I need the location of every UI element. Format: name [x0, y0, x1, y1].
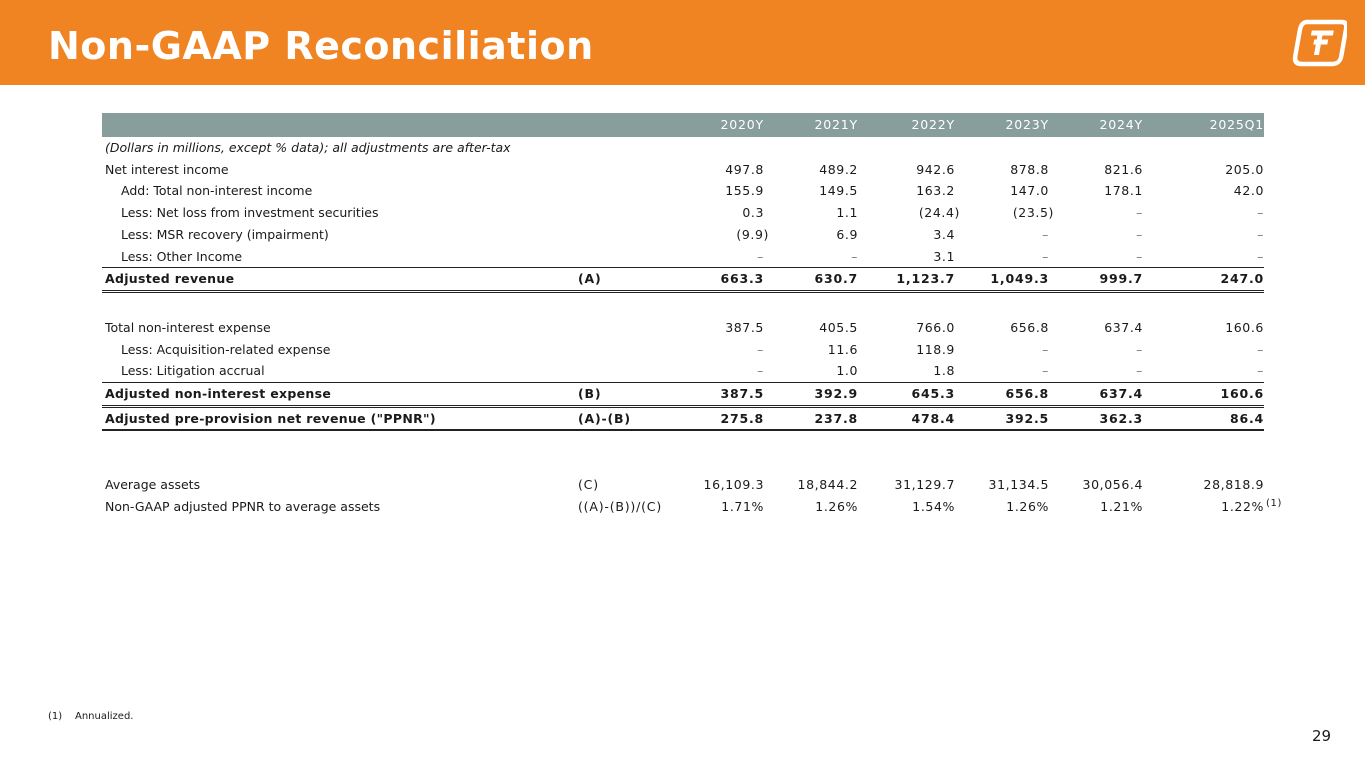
- table-row: [102, 180, 1264, 202]
- cell-value: –: [757, 341, 764, 357]
- cell-value: 637.4: [1104, 319, 1143, 335]
- cell-value: 178.1: [1104, 183, 1143, 199]
- header-bar: [0, 0, 1365, 85]
- cell-value: 656.8: [1010, 319, 1049, 335]
- cell-value: 999.7: [1049, 268, 1143, 292]
- table-row: [102, 360, 1264, 382]
- row-label: Less: MSR recovery (impairment): [121, 226, 329, 242]
- cell-value: 387.5: [662, 383, 764, 407]
- reconciliation-table: [102, 113, 1282, 518]
- cell-value: 656.8: [955, 383, 1049, 407]
- row-reference: ((A)-(B))/(C): [578, 499, 662, 515]
- cell-value: –: [757, 363, 764, 379]
- cell-value: 205.0: [1225, 161, 1264, 177]
- cell-value: 18,844.2: [797, 477, 858, 493]
- cell-value: 1,123.7: [858, 268, 955, 292]
- row-label: Net interest income: [105, 161, 229, 177]
- row-reference: (B): [578, 383, 662, 407]
- row-label: Less: Other Income: [121, 248, 243, 264]
- table-row: [102, 339, 1264, 361]
- cell-value: –: [1257, 363, 1264, 379]
- cell-value: (24.4): [918, 205, 960, 221]
- cell-value: 42.0: [1233, 183, 1264, 199]
- footnote-number: (1): [48, 711, 63, 722]
- row-reference: [578, 360, 662, 382]
- table-row: [102, 224, 1264, 246]
- row-reference: [578, 159, 662, 181]
- column-header: 2024Y: [1049, 113, 1143, 137]
- row-reference: [578, 224, 662, 246]
- table-header-row: [102, 113, 1264, 137]
- cell-value: 942.6: [916, 161, 955, 177]
- cell-value: 1.26%: [815, 499, 858, 515]
- cell-value: 149.5: [819, 183, 858, 199]
- cell-value: 821.6: [1104, 161, 1143, 177]
- page-number: 29: [1312, 727, 1332, 745]
- row-label: Adjusted pre-provision net revenue ("PPNR"): [102, 406, 578, 430]
- table-row: [102, 496, 1264, 518]
- cell-value: 405.5: [819, 319, 858, 335]
- cell-value: 155.9: [725, 183, 764, 199]
- cell-value: 3.1: [933, 248, 955, 264]
- footnote: [48, 711, 133, 722]
- cell-value: 163.2: [916, 183, 955, 199]
- table-row-total: [102, 268, 1264, 292]
- table-row: [102, 317, 1264, 339]
- cell-value: 237.8: [764, 406, 858, 430]
- cell-value: 275.8: [662, 406, 764, 430]
- footnote-reference: (1): [1266, 498, 1282, 510]
- cell-value: 387.5: [725, 319, 764, 335]
- row-label: Add: Total non-interest income: [121, 183, 313, 199]
- row-label: Adjusted non-interest expense: [102, 383, 578, 407]
- cell-value: 11.6: [827, 341, 858, 357]
- cell-value: –: [851, 248, 858, 264]
- cell-value: 3.4: [933, 226, 955, 242]
- cell-value: 630.7: [764, 268, 858, 292]
- cell-value: 663.3: [662, 268, 764, 292]
- table-row-total: [102, 383, 1264, 407]
- cell-value: –: [1257, 226, 1264, 242]
- row-reference: [578, 339, 662, 361]
- cell-value: 497.8: [725, 161, 764, 177]
- cell-value: 1.71%: [721, 499, 764, 515]
- cell-value: –: [757, 248, 764, 264]
- cell-value: 1,049.3: [955, 268, 1049, 292]
- cell-value: 645.3: [858, 383, 955, 407]
- cell-value: 28,818.9: [1203, 477, 1264, 493]
- cell-value: 392.9: [764, 383, 858, 407]
- cell-value: 118.9: [916, 341, 955, 357]
- table-row-total: [102, 406, 1264, 430]
- cell-value: 362.3: [1049, 406, 1143, 430]
- footnote-text: Annualized.: [75, 711, 134, 722]
- column-header: 2022Y: [858, 113, 955, 137]
- table-row: [102, 246, 1264, 268]
- cell-value: 147.0: [1010, 183, 1049, 199]
- row-label: Less: Acquisition-related expense: [121, 341, 331, 357]
- cell-value: (9.9): [736, 226, 769, 242]
- cell-value: –: [1136, 363, 1143, 379]
- row-reference: (A): [578, 268, 662, 292]
- cell-value: –: [1042, 248, 1049, 264]
- cell-value: 6.9: [836, 226, 858, 242]
- table-row: [102, 202, 1264, 224]
- cell-value: –: [1136, 248, 1143, 264]
- row-label: Total non-interest expense: [105, 319, 271, 335]
- cell-value: 637.4: [1049, 383, 1143, 407]
- company-logo-icon: [1291, 18, 1347, 68]
- page-title: Non-GAAP Reconciliation: [48, 24, 594, 68]
- column-header: 2025Q1: [1143, 113, 1264, 137]
- row-label: Non-GAAP adjusted PPNR to average assets: [105, 499, 381, 515]
- cell-value: 160.6: [1225, 319, 1264, 335]
- row-reference: [578, 246, 662, 268]
- row-label: Less: Litigation accrual: [121, 363, 265, 379]
- cell-value: 160.6: [1143, 383, 1264, 407]
- cell-value: –: [1042, 341, 1049, 357]
- cell-value: 0.3: [742, 205, 764, 221]
- table-caption: (Dollars in millions, except % data); all adjustments are after-tax: [105, 140, 511, 155]
- cell-value: 86.4: [1143, 406, 1264, 430]
- cell-value: –: [1136, 205, 1143, 221]
- cell-value: –: [1042, 226, 1049, 242]
- cell-value: 392.5: [955, 406, 1049, 430]
- cell-value: 1.22% (1): [1143, 496, 1264, 518]
- cell-value: 30,056.4: [1082, 477, 1143, 493]
- table-row: [102, 474, 1264, 496]
- table-caption-row: [102, 137, 1264, 159]
- cell-value: 1.26%: [1006, 499, 1049, 515]
- cell-value: 766.0: [916, 319, 955, 335]
- cell-value: –: [1042, 363, 1049, 379]
- cell-value: 1.0: [836, 363, 858, 379]
- cell-value: 247.0: [1143, 268, 1264, 292]
- cell-value: –: [1257, 341, 1264, 357]
- cell-value: 489.2: [819, 161, 858, 177]
- cell-value: 31,129.7: [894, 477, 955, 493]
- cell-value: –: [1257, 205, 1264, 221]
- cell-value: 31,134.5: [988, 477, 1049, 493]
- row-label: Adjusted revenue: [102, 268, 578, 292]
- cell-value: 478.4: [858, 406, 955, 430]
- cell-value: 878.8: [1010, 161, 1049, 177]
- row-reference: (A)-(B): [578, 406, 662, 430]
- row-reference: [578, 317, 662, 339]
- row-label: Less: Net loss from investment securities: [121, 205, 379, 221]
- cell-value: (23.5): [1012, 205, 1054, 221]
- cell-value: 16,109.3: [703, 477, 764, 493]
- cell-value: –: [1257, 248, 1264, 264]
- column-header: 2021Y: [764, 113, 858, 137]
- row-reference: [578, 202, 662, 224]
- cell-value: 1.54%: [912, 499, 955, 515]
- cell-value: 1.8: [933, 363, 955, 379]
- row-reference: (C): [578, 477, 599, 493]
- cell-value: 1.1: [836, 205, 858, 221]
- cell-value: 1.21%: [1100, 499, 1143, 515]
- column-header: 2023Y: [955, 113, 1049, 137]
- cell-value: –: [1136, 341, 1143, 357]
- cell-value: –: [1136, 226, 1143, 242]
- column-header: 2020Y: [662, 113, 764, 137]
- row-reference: [578, 180, 662, 202]
- row-label: Average assets: [105, 477, 201, 493]
- table-row: [102, 159, 1264, 181]
